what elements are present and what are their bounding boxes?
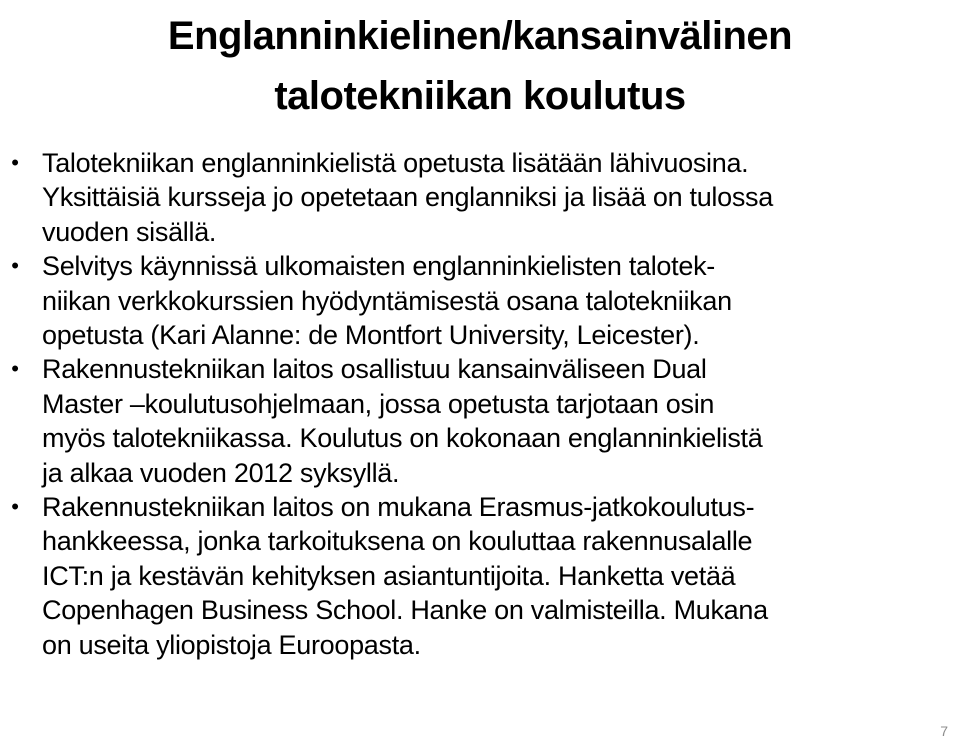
bullet-text bbox=[42, 352, 944, 490]
bullet-line: vuoden sisällä. bbox=[42, 216, 217, 247]
bullet-item bbox=[0, 352, 960, 490]
bullet-line: opetusta (Kari Alanne: de Montfort University, Leicester). bbox=[42, 320, 700, 351]
bullet-line: ja alkaa vuoden 2012 syksyllä. bbox=[42, 457, 400, 488]
bullet-line: Rakennustekniikan laitos on mukana Erasmus-jatkokoulutus- bbox=[42, 492, 755, 523]
bullet-text bbox=[42, 146, 944, 249]
bullet-item bbox=[0, 146, 960, 249]
bullet-list bbox=[0, 146, 960, 662]
bullet-line: Master –koulutusohjelmaan, jossa opetusta tarjotaan osin bbox=[42, 388, 715, 419]
bullet-dot-icon: • bbox=[11, 356, 19, 382]
bullet-line: Rakennustekniikan laitos osallistuu kansainväliseen Dual bbox=[42, 354, 707, 385]
bullet-line: Talotekniikan englanninkielistä opetusta lisätään lähivuosina. bbox=[42, 148, 749, 178]
bullet-line: ICT:n ja kestävän kehityksen asiantuntijoita. Hanketta vetää bbox=[42, 560, 736, 591]
title-line: Englanninkielinen/kansainvälinen bbox=[167, 14, 793, 58]
bullet-line: Selvitys käynnissä ulkomaisten englanninkielisten talotek- bbox=[42, 251, 715, 282]
bullet-text bbox=[42, 249, 944, 352]
bullet-line: niikan verkkokurssien hyödyntämisestä osana talotekniikan bbox=[42, 285, 732, 316]
bullet-item bbox=[0, 249, 960, 352]
bullet-line: on useita yliopistoja Euroopasta. bbox=[42, 629, 421, 660]
bullet-line: Copenhagen Business School. Hanke on valmisteilla. Mukana bbox=[42, 595, 768, 626]
bullet-text bbox=[42, 490, 944, 662]
bullet-line: myös talotekniikassa. Koulutus on kokonaan englanninkielistä bbox=[42, 423, 763, 454]
bullet-line: Yksittäisiä kursseja jo opetetaan englanniksi ja lisää on tulossa bbox=[42, 182, 773, 213]
page-number: 7 bbox=[940, 723, 948, 739]
bullet-item bbox=[0, 490, 960, 662]
bullet-dot-icon: • bbox=[11, 150, 19, 175]
bullet-line: hankkeessa, jonka tarkoituksena on kouluttaa rakennusalalle bbox=[42, 526, 753, 557]
bullet-dot-icon: • bbox=[11, 253, 19, 279]
slide-title bbox=[0, 6, 960, 126]
bullet-dot-icon: • bbox=[11, 494, 19, 520]
title-line: talotekniikan koulutus bbox=[274, 74, 686, 118]
